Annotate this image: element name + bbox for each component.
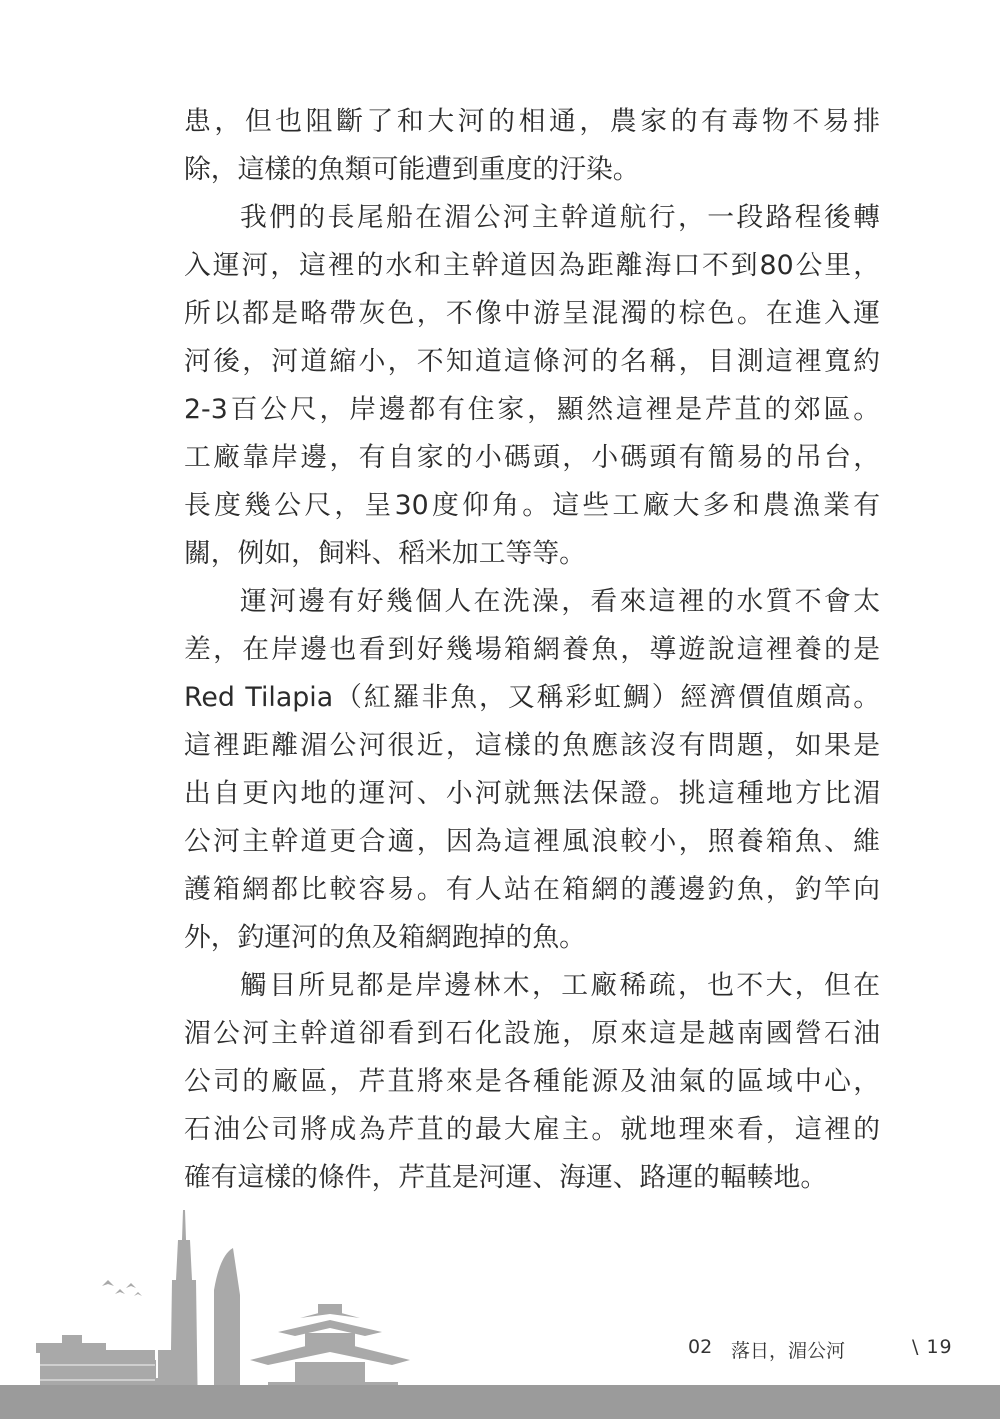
text-line: 長度幾公尺，呈30度仰角。這些工廠大多和農漁業有 [184, 490, 880, 521]
text-line: 患，但也阻斷了和大河的相通，農家的有毒物不易排 [184, 106, 880, 137]
chapter-title: 落日，湄公河 [731, 1340, 846, 1362]
text-line: 關，例如，飼料、稻米加工等等。 [184, 538, 586, 569]
text-line: 公河主幹道更合適，因為這裡風浪較小，照養箱魚、維 [184, 826, 880, 857]
text-line: 差，在岸邊也看到好幾場箱網養魚，導遊說這裡養的是 [184, 634, 880, 665]
text-line: 運河邊有好幾個人在洗澡，看來這裡的水質不會太 [240, 586, 880, 617]
city-skyline-illustration [0, 1200, 1000, 1419]
body-text [184, 98, 880, 1202]
text-line: 工廠靠岸邊，有自家的小碼頭，小碼頭有簡易的吊台， [184, 442, 880, 473]
text-line: 護箱網都比較容易。有人站在箱網的護邊釣魚，釣竿向 [184, 874, 880, 905]
text-line: 湄公河主幹道卻看到石化設施，原來這是越南國營石油 [184, 1018, 880, 1049]
text-line: 石油公司將成為芹苴的最大雇主。就地理來看，這裡的 [184, 1114, 880, 1145]
text-line: 觸目所見都是岸邊林木，工廠稀疏，也不大，但在 [240, 970, 880, 1001]
chapter-number: 02 [688, 1336, 713, 1358]
text-line: 這裡距離湄公河很近，這樣的魚應該沒有問題，如果是 [184, 730, 880, 761]
text-line: 入運河，這裡的水和主幹道因為距離海口不到80公里， [184, 250, 880, 281]
text-line: 確有這樣的條件，芹苴是河運、海運、路運的輻輳地。 [184, 1162, 828, 1193]
text-line: 除，這樣的魚類可能遭到重度的汙染。 [184, 154, 640, 185]
page-number: \ 19 [912, 1336, 953, 1358]
text-line: 外，釣運河的魚及箱網跑掉的魚。 [184, 922, 586, 953]
text-line: 2-3百公尺，岸邊都有住家，顯然這裡是芹苴的郊區。 [184, 394, 880, 425]
text-line: Red Tilapia（紅羅非魚，又稱彩虹鯛）經濟價值頗高。 [184, 682, 880, 713]
text-line: 河後，河道縮小，不知道這條河的名稱，目測這裡寬約 [184, 346, 880, 377]
text-line: 我們的長尾船在湄公河主幹道航行，一段路程後轉 [240, 202, 880, 233]
text-line: 公司的廠區，芹苴將來是各種能源及油氣的區域中心， [184, 1066, 880, 1097]
text-line: 出自更內地的運河、小河就無法保證。挑這種地方比湄 [184, 778, 880, 809]
text-line: 所以都是略帶灰色，不像中游呈混濁的棕色。在進入運 [184, 298, 880, 329]
